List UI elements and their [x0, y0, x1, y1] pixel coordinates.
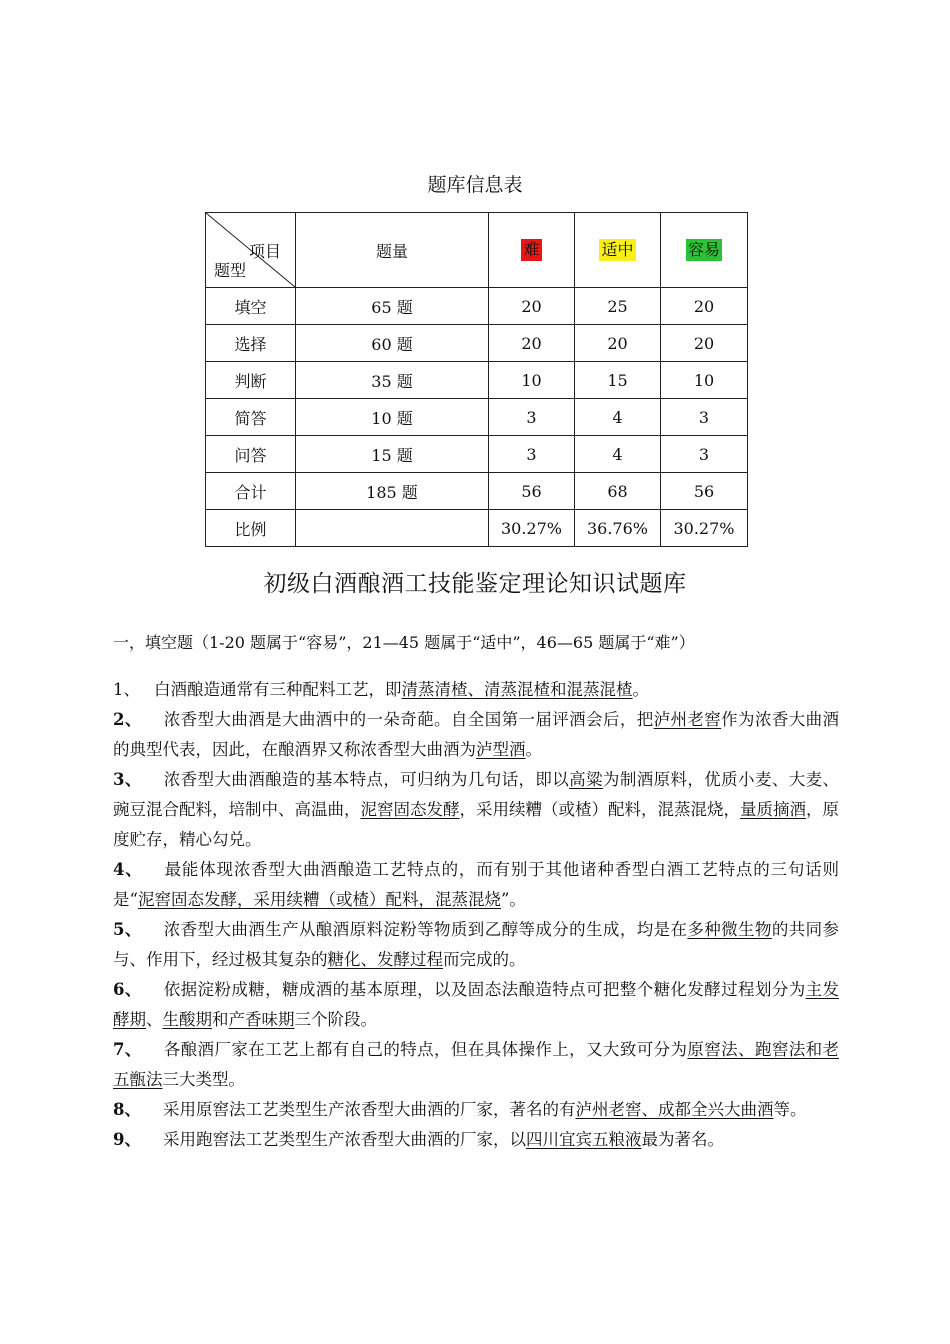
- table-title: 题库信息表: [427, 174, 523, 196]
- cell-type: 比例: [206, 510, 296, 547]
- question-text: 最能体现浓香型大曲酒酿造工艺特点的，而有别于其他诸种香型白酒工艺特点的三句话则是“: [113, 860, 839, 909]
- table-row: [206, 362, 748, 399]
- answer-text: 泥窖固态发酵，采用续糟（或楂）配料，混蒸混烧: [137, 890, 501, 909]
- cell-easy: 3: [661, 436, 748, 473]
- cell-type: 选择: [206, 325, 296, 362]
- question-text: ”。: [500, 890, 526, 909]
- cell-hard: 3: [489, 436, 575, 473]
- header-hard-cell: [489, 213, 575, 288]
- cell-easy: 20: [661, 288, 748, 325]
- table-header-row: [206, 213, 748, 288]
- question-text: 的共同参与、作用下，经过极其复杂的: [113, 920, 839, 969]
- cell-type: 合计: [206, 473, 296, 510]
- cell-hard: 20: [489, 325, 575, 362]
- cell-easy: 20: [661, 325, 748, 362]
- question-item: [113, 705, 839, 765]
- cell-easy: 10: [661, 362, 748, 399]
- answer-text: 四川宜宾五粮液: [525, 1130, 642, 1149]
- question-item: [113, 765, 839, 855]
- answer-text: 泸州老窖、成都全兴大曲酒: [575, 1100, 774, 1119]
- question-number: 8、: [113, 1100, 141, 1119]
- corner-label-item: 项目: [248, 242, 281, 261]
- question-item: [113, 1095, 839, 1125]
- answer-text: 糖化、发酵过程: [327, 950, 443, 969]
- header-count: 题量: [296, 213, 489, 288]
- question-item: [113, 1125, 839, 1155]
- question-text: 白酒酿造通常有三种配料工艺，即: [154, 680, 402, 699]
- cell-type: 填空: [206, 288, 296, 325]
- cell-count: 65 题: [296, 288, 489, 325]
- question-number: 7、: [113, 1040, 142, 1059]
- cell-hard: 3: [489, 399, 575, 436]
- question-text: 浓香型大曲酒生产从酿酒原料淀粉等物质到乙醇等成分的生成，均是在: [163, 920, 688, 939]
- answer-text: 泸州老窖: [653, 710, 722, 729]
- question-text: 、: [146, 1010, 163, 1029]
- table-row: [206, 436, 748, 473]
- cell-medium: 68: [575, 473, 661, 510]
- table-row: [206, 325, 748, 362]
- cell-medium: 25: [575, 288, 661, 325]
- cell-count: 15 题: [296, 436, 489, 473]
- question-item: [113, 915, 839, 975]
- question-text: 浓香型大曲酒酿造的基本特点，可归纳为几句话，即以: [163, 770, 570, 789]
- section-heading: 一，填空题（1-20 题属于“容易”，21—45 题属于“适中”，46—65 题属于“难”）: [113, 633, 695, 652]
- cell-hard: 10: [489, 362, 575, 399]
- question-number: 9、: [113, 1130, 141, 1149]
- cell-medium: 20: [575, 325, 661, 362]
- question-text: 浓香型大曲酒是大曲酒中的一朵奇葩。自全国第一届评酒会后，把: [163, 710, 654, 729]
- question-text: ，原度贮存，精心勾兑。: [113, 800, 839, 849]
- answer-text: 清蒸清楂、清蒸混楂和混蒸混楂: [401, 680, 633, 699]
- question-text: 三个阶段。: [294, 1010, 377, 1029]
- question-text: 作为浓香大曲酒的典型代表，因此，在酿酒界又称浓香型大曲酒为: [113, 710, 839, 759]
- table-row-total: [206, 473, 748, 510]
- cell-count: 185 题: [296, 473, 489, 510]
- question-text: 而完成的。: [443, 950, 526, 969]
- question-text: 采用原窖法工艺类型生产浓香型大曲酒的厂家，著名的有: [162, 1100, 576, 1119]
- cell-easy: 3: [661, 399, 748, 436]
- table-row-ratio: [206, 510, 748, 547]
- question-item: [113, 1035, 839, 1095]
- question-text: 等。: [773, 1100, 807, 1119]
- cell-hard: 56: [489, 473, 575, 510]
- question-number: 5、: [113, 920, 142, 939]
- question-number: 6、: [113, 980, 142, 999]
- header-hard: 难: [523, 240, 540, 259]
- table-row: [206, 399, 748, 436]
- question-item: [113, 855, 839, 915]
- question-list: [113, 675, 839, 1155]
- cell-count: 10 题: [296, 399, 489, 436]
- question-text: 各酿酒厂家在工艺上都有自己的特点，但在具体操作上，又大致可分为: [163, 1040, 688, 1059]
- header-easy: 容易: [687, 240, 720, 259]
- cell-medium: 36.76%: [575, 510, 661, 547]
- question-text: 三大类型。: [162, 1070, 245, 1089]
- cell-count: 60 题: [296, 325, 489, 362]
- question-text: 。: [632, 680, 649, 699]
- answer-text: 生酸期: [162, 1010, 212, 1029]
- header-medium: 适中: [601, 240, 634, 259]
- header-medium-cell: [575, 213, 661, 288]
- answer-text: 泸型酒: [476, 740, 526, 759]
- question-number: 1、: [113, 680, 140, 699]
- answer-text: 原窖法、跑窖法和老五甑法: [113, 1040, 839, 1089]
- header-easy-cell: [661, 213, 748, 288]
- main-title: 初级白酒酿酒工技能鉴定理论知识试题库: [263, 571, 687, 597]
- cell-type: 判断: [206, 362, 296, 399]
- answer-text: 高粱: [569, 770, 603, 789]
- cell-easy: 30.27%: [661, 510, 748, 547]
- cell-hard: 20: [489, 288, 575, 325]
- question-text: 。: [525, 740, 542, 759]
- question-text: ，采用续糟（或楂）配料，混蒸混烧，: [459, 800, 740, 819]
- question-text: 最为著名。: [641, 1130, 724, 1149]
- answer-text: 泥窖固态发酵: [360, 800, 460, 819]
- question-item: [113, 975, 839, 1035]
- cell-hard: 30.27%: [489, 510, 575, 547]
- answer-text: 多种微生物: [687, 920, 772, 939]
- cell-easy: 56: [661, 473, 748, 510]
- question-text: 依据淀粉成糖，糖成酒的基本原理，以及固态法酿造特点可把整个糖化发酵过程划分为: [163, 980, 806, 999]
- corner-label-type: 题型: [214, 261, 247, 280]
- cell-count: 35 题: [296, 362, 489, 399]
- question-item: [113, 675, 839, 705]
- answer-text: 产香味期: [228, 1010, 295, 1029]
- diagonal-header-cell: [206, 213, 296, 288]
- cell-medium: 4: [575, 436, 661, 473]
- question-text: 为制酒原料，优质小麦、大麦、豌豆混合配料，培制中、高温曲，: [113, 770, 839, 819]
- question-bank-info-table: [205, 212, 748, 547]
- question-text: 和: [212, 1010, 229, 1029]
- question-number: 3、: [113, 770, 142, 789]
- question-number: 4、: [113, 860, 143, 879]
- cell-medium: 4: [575, 399, 661, 436]
- cell-medium: 15: [575, 362, 661, 399]
- question-number: 2、: [113, 710, 142, 729]
- answer-text: 量质摘酒: [740, 800, 806, 819]
- question-text: 采用跑窖法工艺类型生产浓香型大曲酒的厂家，以: [162, 1130, 526, 1149]
- table-row: [206, 288, 748, 325]
- cell-type: 简答: [206, 399, 296, 436]
- answer-text: 主发酵期: [113, 980, 839, 1029]
- cell-type: 问答: [206, 436, 296, 473]
- cell-count: [296, 510, 489, 547]
